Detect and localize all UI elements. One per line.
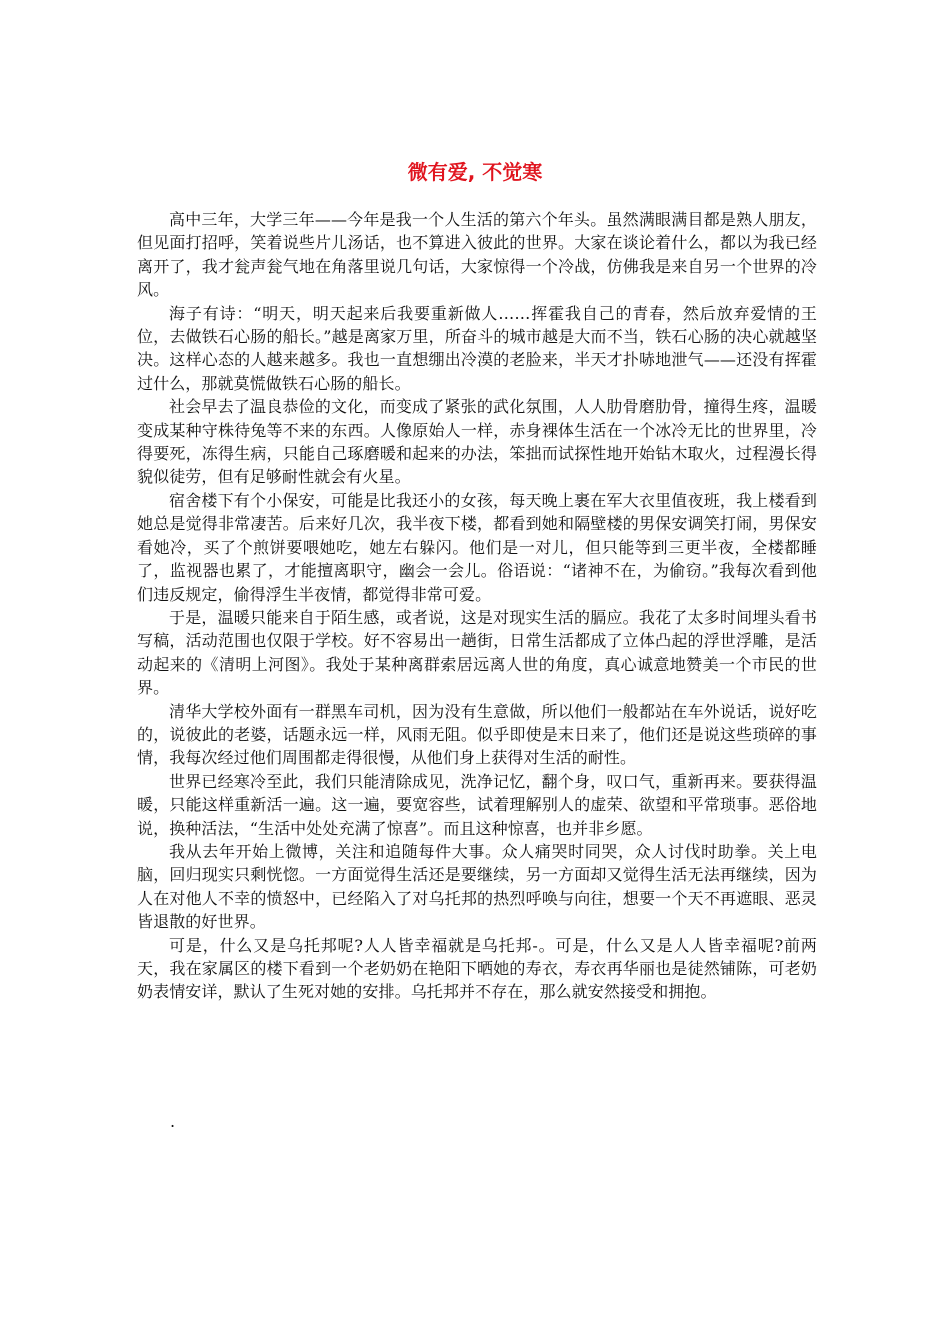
article-title: 微有爱, 不觉寒: [407, 160, 543, 184]
article-body: [137, 208, 817, 1004]
paragraph: 我从去年开始上微博，关注和追随每件大事。众人痛哭时同哭，众人讨伐时助拳。关上电脑，回归现实只剩恍惚。一方面觉得生活还是要继续，另一方面却又觉得生活无法再继续，因为人在对他人不幸的愤怒中，已经陷入了对乌托邦的热烈呼唤与向往，想要一个天不再遮眼、恶灵皆退散的好世界。: [137, 841, 817, 932]
paragraph: 可是，什么又是乌托邦呢?人人皆幸福就是乌托邦-。可是，什么又是人人皆幸福呢?前两天，我在家属区的楼下看到一个老奶奶在艳阳下晒她的寿衣，寿衣再华丽也是徒然铺陈，可老奶奶表情安详，默认了生死对她的安排。乌托邦并不存在，那么就安然接受和拥抱。: [137, 935, 817, 1002]
paragraph: 宿舍楼下有个小保安，可能是比我还小的女孩，每天晚上裹在军大衣里值夜班，我上楼看到她总是觉得非常凄苦。后来好几次，我半夜下楼，都看到她和隔壁楼的男保安调笑打闹，男保安看她冷，买了个煎饼要喂她吃，她左右躲闪。他们是一对儿，但只能等到三更半夜，全楼都睡了，监视器也累了，才能擅离职守，幽会一会儿。俗语说：“诸神不在，为偷窃。”我每次看到他们违反规定，偷得浮生半夜情，都觉得非常可爱。: [137, 490, 817, 604]
paragraph: 于是，温暖只能来自于陌生感，或者说，这是对现实生活的膈应。我花了太多时间埋头看书写稿，活动范围也仅限于学校。好不容易出一趟街，日常生活都成了立体凸起的浮世浮雕，是活动起来的《清明上河图》。我处于某种离群索居远离人世的角度，真心诚意地赞美一个市民的世界。: [137, 607, 817, 698]
paragraph: 海子有诗：“明天，明天起来后我要重新做人……挥霍我自己的青春，然后放弃爱情的王位，去做铁石心肠的船长。”越是离家万里，所奋斗的城市越是大而不当，铁石心肠的决心就越坚决。这样心态的人越来越多。我也一直想绷出冷漠的老脸来，半天才扑哧地泄气——还没有挥霍过什么，那就莫慌做铁石心肠的船长。: [137, 303, 817, 393]
paragraph: 清华大学校外面有一群黑车司机，因为没有生意做，所以他们一般都站在车外说话，说好吃的，说彼此的老婆，话题永远一样，风雨无阻。似乎即使是末日来了，他们还是说这些琐碎的事情，我每次经过他们周围都走得很慢，从他们身上获得对生活的耐性。: [137, 701, 817, 768]
end-mark: .: [170, 1112, 176, 1131]
paragraph: 社会早去了温良恭俭的文化，而变成了紧张的武化氛围，人人肋骨磨肋骨，撞得生疼，温暖变成某种守株待兔等不来的东西。人像原始人一样，赤身裸体生活在一个冰冷无比的世界里，冷得要死，冻得生病，只能自己琢磨暖和起来的办法，笨拙而试探性地开始钻木取火，过程漫长得貌似徒劳，但有足够耐性就会有火星。: [137, 397, 817, 487]
paragraph: 世界已经寒冷至此，我们只能清除成见，洗净记忆，翻个身，叹口气，重新再来。要获得温暖，只能这样重新活一遍。这一遍，要宽容些，试着理解别人的虚荣、欲望和平常琐事。恶俗地说，换种活法，“生活中处处充满了惊喜”。而且这种惊喜，也并非乡愿。: [137, 771, 817, 838]
paragraph: 高中三年，大学三年——今年是我一个人生活的第六个年头。虽然满眼满目都是熟人朋友，但见面打招呼，笑着说些片儿汤话，也不算进入彼此的世界。大家在谈论着什么，都以为我已经离开了，我才瓮声瓮气地在角落里说几句话，大家惊得一个冷战，仿佛我是来自另一个世界的冷风。: [137, 210, 817, 300]
